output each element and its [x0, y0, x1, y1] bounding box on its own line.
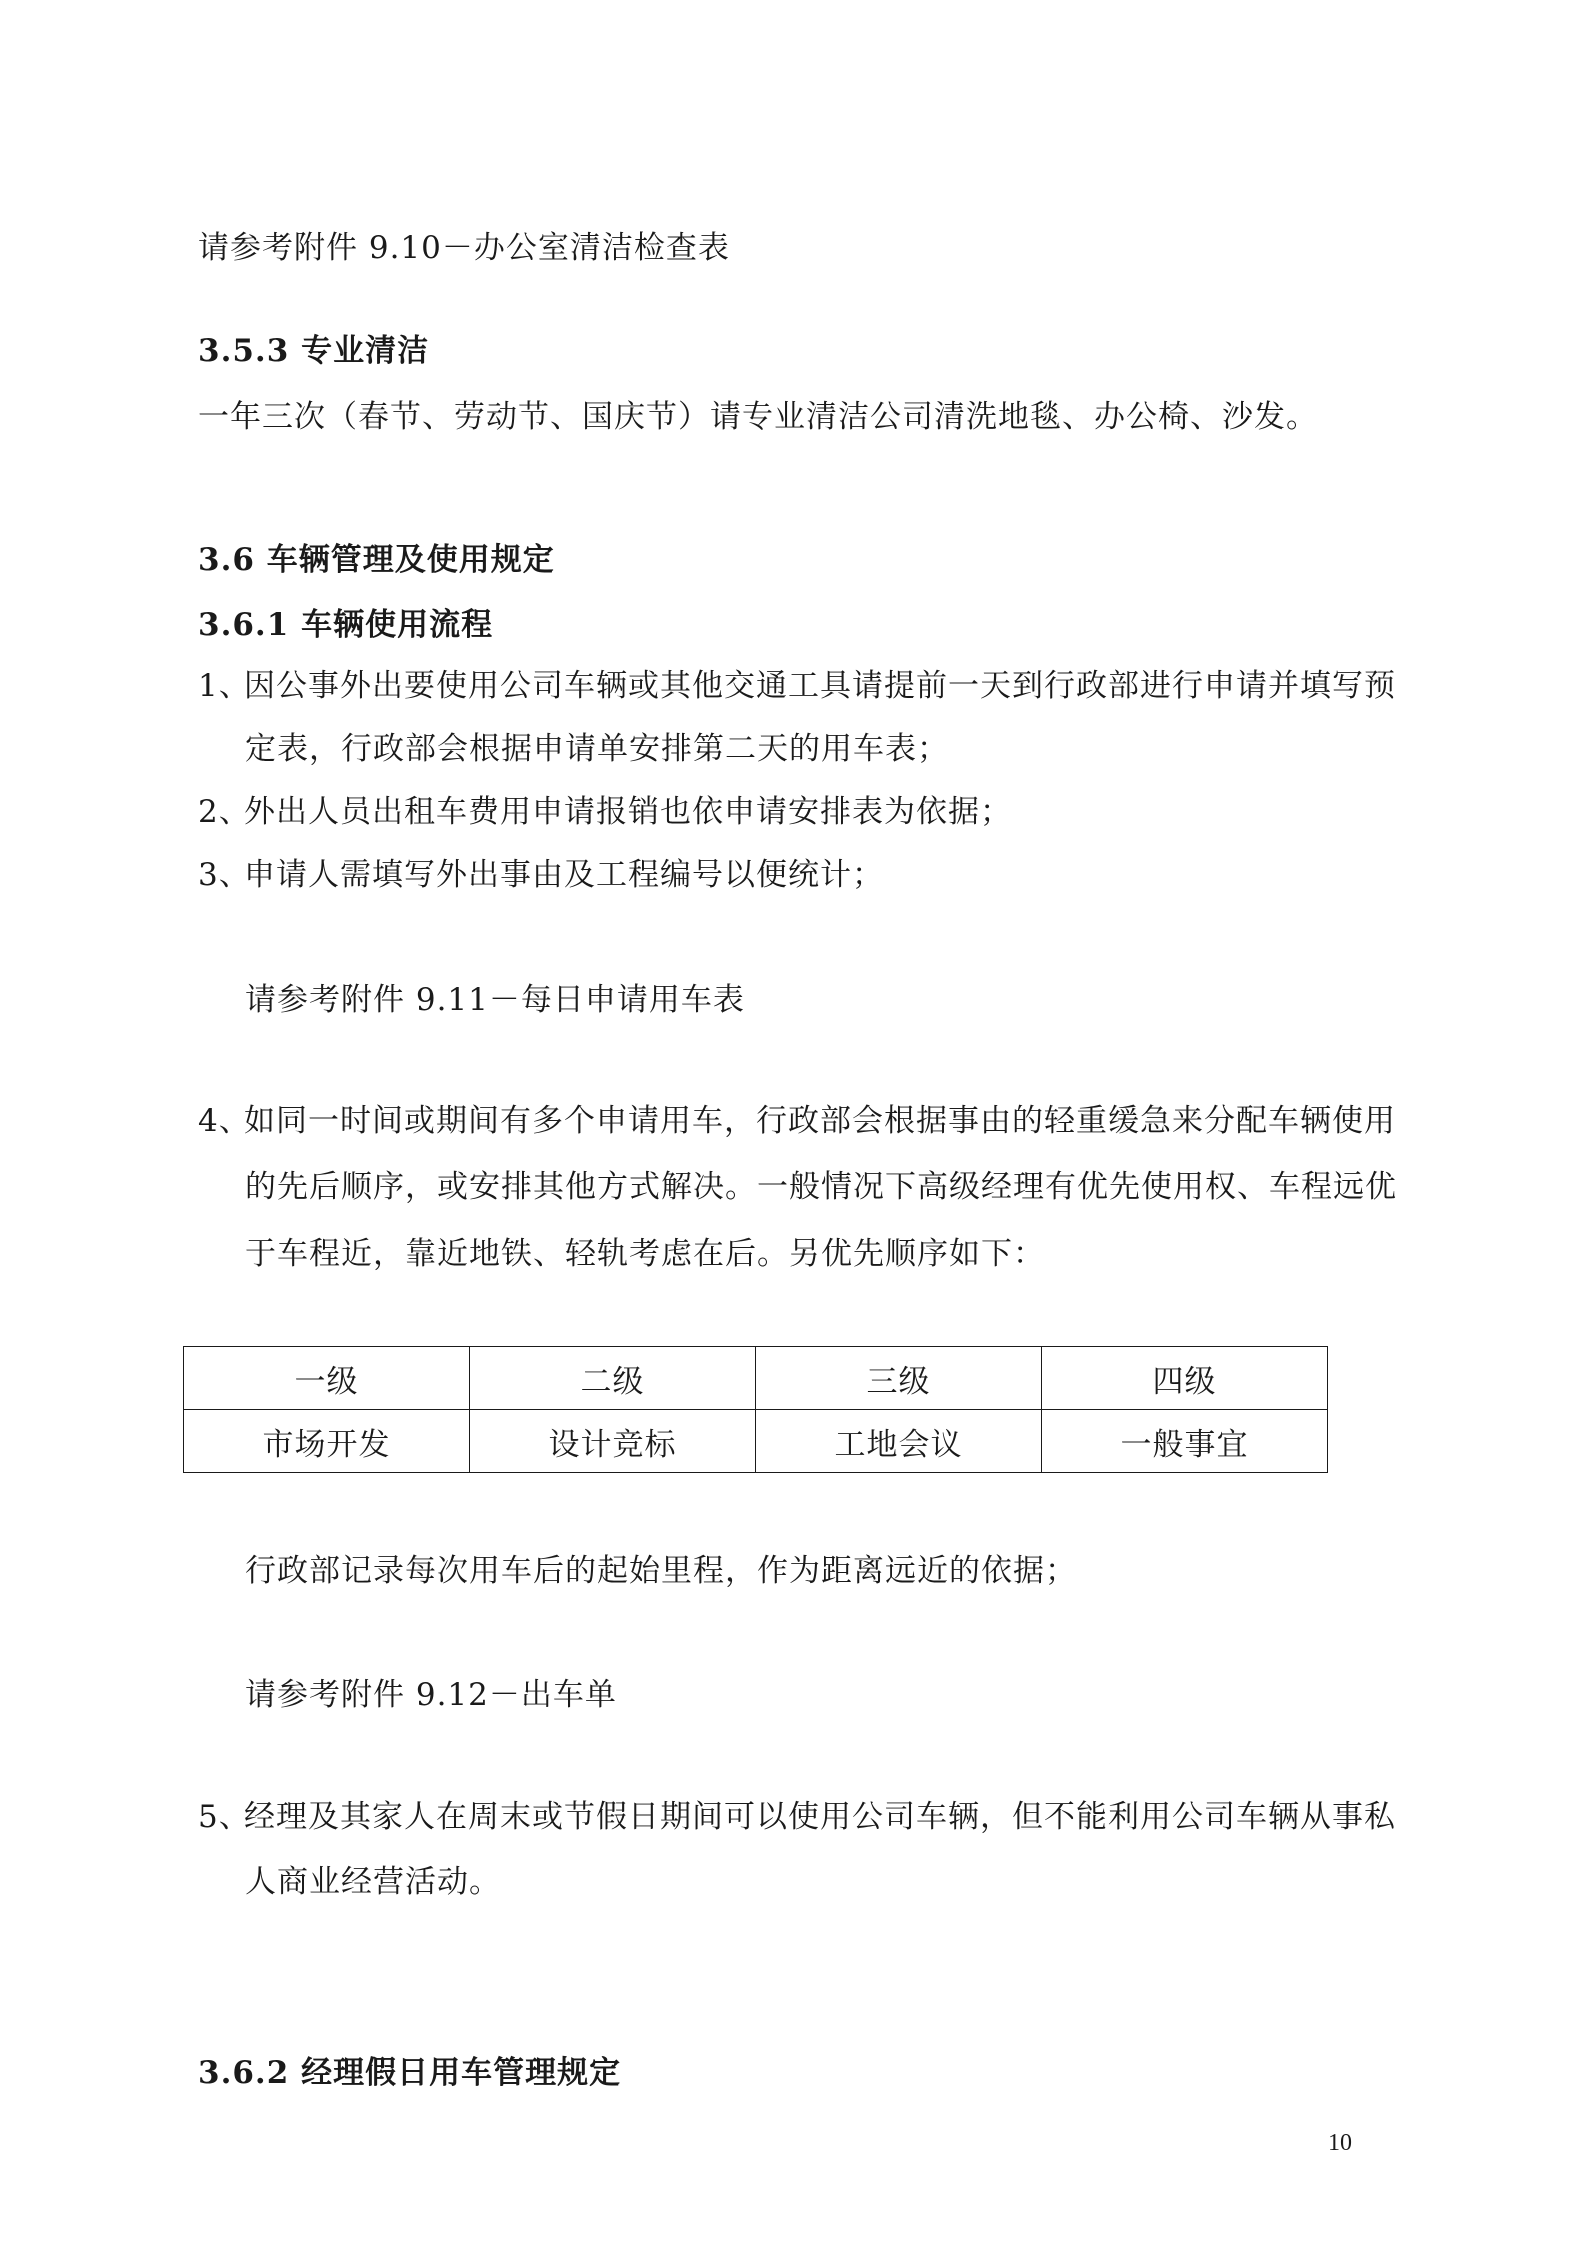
table-cell: 一般事宜 [1042, 1410, 1328, 1473]
list-item-1-line-2: 定表，行政部会根据申请单安排第二天的用车表； [245, 731, 949, 767]
table-header-cell: 二级 [470, 1347, 756, 1410]
table-cell: 市场开发 [184, 1410, 470, 1473]
section-3-5-3-text: 一年三次（春节、劳动节、国庆节）请专业清洁公司清洗地毯、办公椅、沙发。 [198, 399, 1318, 435]
list-item-4-line-3: 于车程近，靠近地铁、轻轨考虑在后。另优先顺序如下： [245, 1236, 1045, 1272]
mileage-note: 行政部记录每次用车后的起始里程，作为距离远近的依据； [245, 1553, 1077, 1589]
page-number: 10 [1328, 2130, 1352, 2156]
table-header-cell: 三级 [756, 1347, 1042, 1410]
list-item-4-line-1: 4、如同一时间或期间有多个申请用车，行政部会根据事由的轻重缓急来分配车辆使用 [198, 1103, 1396, 1139]
priority-table [183, 1346, 1328, 1473]
list-item-number: 4、 [198, 1103, 251, 1139]
table-header-cell: 四级 [1042, 1347, 1328, 1410]
section-3-6-1-heading: 3.6.1 车辆使用流程 [198, 607, 494, 643]
list-item-1-line-1: 1、因公事外出要使用公司车辆或其他交通工具请提前一天到行政部进行申请并填写预 [198, 668, 1396, 704]
table-cell: 设计竞标 [470, 1410, 756, 1473]
reference-daily-car-request: 请参考附件 9.11－每日申请用车表 [245, 982, 745, 1018]
list-item-number: 3、 [198, 857, 251, 893]
list-item-number: 1、 [198, 668, 251, 704]
table-cell: 工地会议 [756, 1410, 1042, 1473]
reference-dispatch-form: 请参考附件 9.12－出车单 [245, 1677, 617, 1713]
list-item-2: 2、外出人员出租车费用申请报销也依申请安排表为依据； [198, 794, 1012, 830]
table-header-cell: 一级 [184, 1347, 470, 1410]
list-item-5-line-2: 人商业经营活动。 [245, 1864, 501, 1900]
list-item-number: 5、 [198, 1799, 251, 1835]
table-row [184, 1410, 1328, 1473]
reference-cleaning-checklist: 请参考附件 9.10－办公室清洁检查表 [198, 230, 730, 266]
section-3-5-3-heading: 3.5.3 专业清洁 [198, 333, 430, 369]
list-item-number: 2、 [198, 794, 251, 830]
list-item-5-line-1: 5、经理及其家人在周末或节假日期间可以使用公司车辆，但不能利用公司车辆从事私 [198, 1799, 1396, 1835]
table-header-row [184, 1347, 1328, 1410]
section-3-6-heading: 3.6 车辆管理及使用规定 [198, 542, 555, 578]
section-3-6-2-heading: 3.6.2 经理假日用车管理规定 [198, 2055, 622, 2091]
list-item-4-line-2: 的先后顺序，或安排其他方式解决。一般情况下高级经理有优先使用权、车程远优 [245, 1169, 1397, 1205]
list-item-3: 3、申请人需填写外出事由及工程编号以便统计； [198, 857, 884, 893]
